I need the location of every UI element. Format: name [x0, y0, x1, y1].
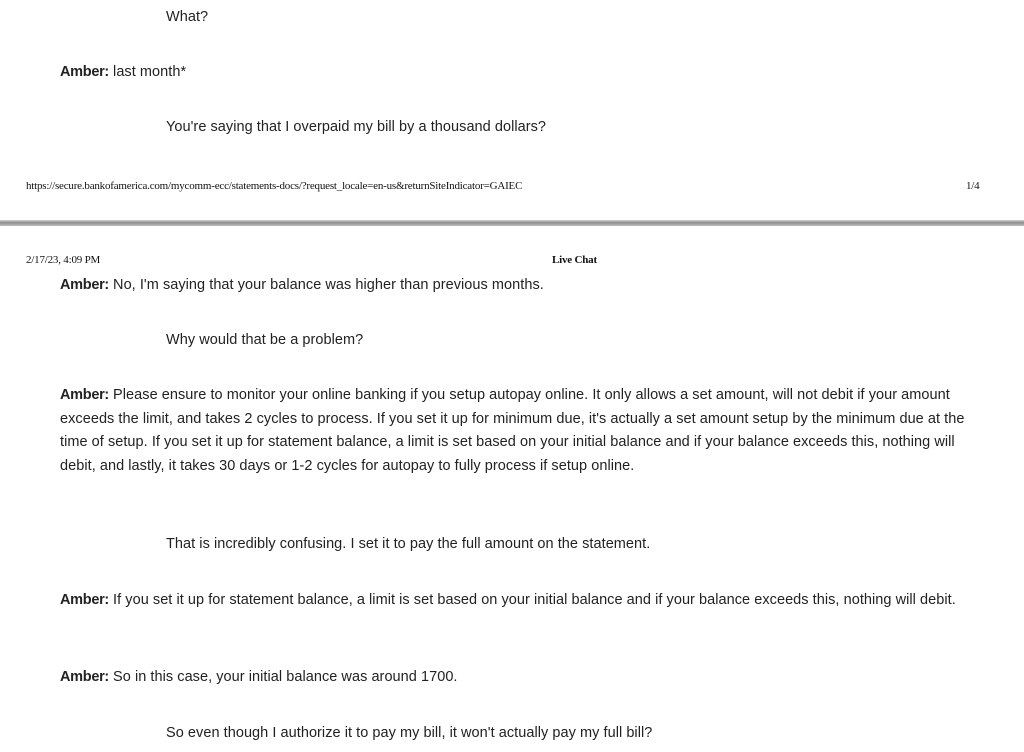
speaker-name: Amber: [60, 387, 109, 403]
user-message [166, 533, 966, 557]
speaker-name: Amber: [60, 669, 109, 685]
user-message [166, 6, 966, 30]
message-text: So even though I authorize it to pay my bill, it won't actually pay my full bill? [166, 725, 653, 741]
message-text: Please ensure to monitor your online banking if you setup autopay online. It only allows a set amount, will not debit if your amount exceeds the limit, and takes 2 cycles to process. If you set it up for minimum due, it's actually a set amount setup by the minimum due at the time of setup. If you set it up for statement balance, a limit is set based on your initial balance and if your balance exceeds this, nothing will debit, and lastly, it takes 30 days or 1-2 cycles for autopay to fully process if setup online. [60, 387, 965, 474]
agent-message [60, 384, 985, 478]
user-message [166, 116, 966, 140]
page-header-datetime: 2/17/23, 4:09 PM [26, 254, 101, 266]
agent-message [60, 666, 990, 690]
user-message [166, 329, 966, 353]
message-text: Why would that be a problem? [166, 332, 364, 348]
message-text: So in this case, your initial balance was around 1700. [108, 669, 458, 685]
page-header-title: Live Chat [552, 254, 597, 266]
page-footer-url: https://secure.bankofamerica.com/mycomm-ecc/statements-docs/?request_locale=en-us&returnSiteIndicator=GAIEC [26, 180, 523, 192]
speaker-name: Amber: [60, 64, 109, 80]
speaker-name: Amber: [60, 277, 109, 293]
user-message [166, 722, 966, 746]
document-page-1 [0, 0, 1024, 220]
agent-message [60, 274, 990, 298]
agent-message [60, 61, 990, 85]
message-text: That is incredibly confusing. I set it to pay the full amount on the statement. [166, 536, 651, 552]
message-text: last month* [108, 64, 187, 80]
message-text: What? [166, 9, 209, 25]
page-number: 1/4 [966, 180, 980, 192]
message-text: No, I'm saying that your balance was higher than previous months. [108, 277, 544, 293]
message-text: You're saying that I overpaid my bill by a thousand dollars? [166, 119, 547, 135]
message-text: If you set it up for statement balance, a limit is set based on your initial balance and if your balance exceeds this, nothing will debit. [108, 592, 956, 608]
speaker-name: Amber: [60, 592, 109, 608]
agent-message [60, 589, 990, 613]
